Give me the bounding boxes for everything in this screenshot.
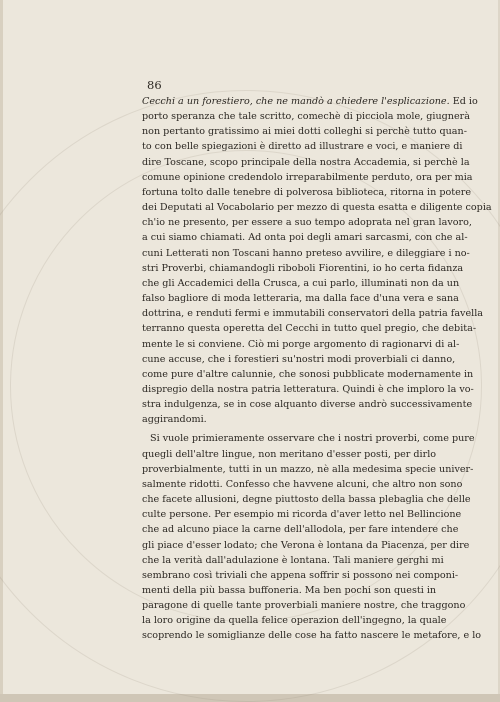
page-number: 86 — [147, 78, 162, 92]
text-line: falso bagliore di moda letteraria, ma dalla face d'una vera e sana — [142, 293, 459, 305]
text-line: ch'io ne presento, per essere a suo tempo adoprata nel gran lavoro, — [142, 217, 472, 229]
text-line: sembrano così triviali che appena soffrir si possono nei componi- — [142, 569, 459, 581]
text-line: che facete allusioni, degne piuttosto della bassa plebaglia che delle — [142, 494, 471, 506]
body-text — [142, 94, 492, 644]
text-line: la loro origine da quella felice operazion dell'ingegno, la quale — [142, 615, 447, 627]
text-line: a cui siamo chiamati. Ad onta poi degli amari sarcasmi, con che al- — [142, 232, 468, 244]
text-line: proverbialmente, tutti in un mazzo, nè alla medesima specie univer- — [142, 463, 474, 475]
text-line: stra indulgenza, se in cose alquanto diverse andrò successivamente — [142, 399, 473, 411]
text-line — [142, 94, 478, 109]
text-line: come pure d'altre calunnie, che sonosi pubblicate modernamente in — [142, 368, 474, 380]
text-line: mente le si conviene. Ciò mi porge argomento di ragionarvi di al- — [142, 338, 460, 350]
text-line: porto speranza che tale scritto, comechè di picciola mole, giugnerà — [142, 111, 470, 123]
text-line: stri Proverbi, chiamandogli riboboli Fiorentini, io ho certa fidanza — [142, 262, 464, 274]
text-line: comune opinione credendolo irreparabilmente perduto, ora per mia — [142, 171, 473, 183]
text-line: terranno questa operetta del Cecchi in tutto quel pregio, che debita- — [142, 323, 477, 335]
text-line: menti della più bassa buffoneria. Ma ben pochi son questi in — [142, 585, 437, 596]
text-line: dire Toscane, scopo principale della nostra Accademia, si perchè la — [142, 156, 470, 168]
text-line: scoprendo le somiglianze delle cose ha fatto nascere le metafore, e lo — [142, 630, 482, 642]
text-line: cune accuse, che i forestieri su'nostri modi proverbiali ci danno, — [142, 353, 456, 365]
text-line: che la verità dall'adulazione è lontana. Tali maniere gerghi mi — [142, 554, 444, 566]
text-line: gli piace d'esser lodato; che Verona è lontana da Piacenza, per dire — [142, 539, 470, 551]
text-line: fortuna tolto dalle tenebre di polverosa biblioteca, ritorna in potere — [142, 186, 472, 198]
italic-span: Cecchi a un forestiero, che ne mandò a chiedere l'esplicazione. — [142, 96, 450, 107]
text-line: cuni Letterati non Toscani hanno preteso avvilire, e dileggiare i no- — [142, 247, 470, 259]
text-line: non pertanto gratissimo ai miei dotti colleghi si perchè tutto quan- — [142, 126, 467, 138]
text-line: culte persone. Per esempio mi ricorda d'aver letto nel Bellincione — [142, 509, 462, 521]
text-span: Ed io — [449, 96, 478, 107]
text-line: aggirandomi. — [142, 414, 207, 426]
text-line: dottrina, e renduti fermi e immutabili conservatori della patria favella — [142, 308, 483, 320]
text-line: to con belle spiegazioni è diretto ad illustrare e voci, e maniere di — [142, 141, 463, 153]
text-line: che gli Accademici della Crusca, a cui parlo, illuminati non da un — [142, 277, 460, 289]
text-line: Si vuole primieramente osservare che i nostri proverbi, come pure — [150, 433, 475, 445]
text-line: paragone di quelle tante proverbiali maniere nostre, che traggono — [142, 600, 466, 612]
text-line: dei Deputati al Vocabolario per mezzo di questa esatta e diligente copia — [142, 202, 492, 214]
text-line: salmente ridotti. Confesso che havvene alcuni, che altro non sono — [142, 478, 463, 490]
text-line: che ad alcuno piace la carne dell'allodola, per fare intendere che — [142, 524, 459, 536]
text-line: dispregio della nostra patria letteratura. Quindi è che imploro la vo- — [142, 383, 474, 395]
text-line: quegli dell'altre lingue, non meritano d'esser posti, per dirlo — [142, 448, 437, 460]
